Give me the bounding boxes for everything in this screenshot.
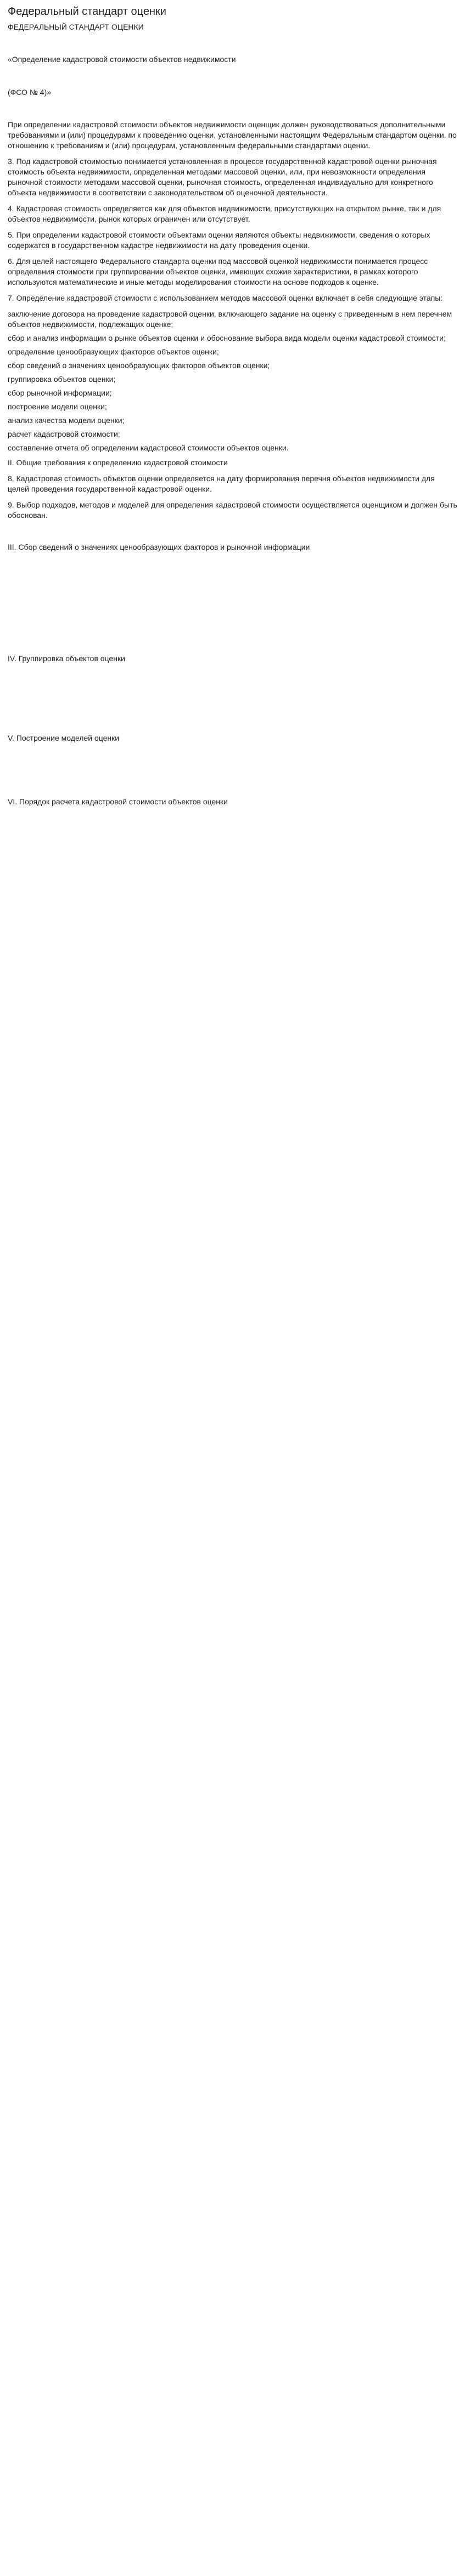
list-item: расчет кадастровой стоимости; — [8, 430, 120, 438]
list-item: группировка объектов оценки; — [8, 375, 116, 384]
paragraph: 6. Для целей настоящего Федерального стандарта оценки под массовой оценкой недвижимости понимается процесс определения стоимости при группировании объектов оценки, имеющих схожие характеристики, в рамках которого используются математические и иные методы моделирования стоимости на основе подходов к оценке. — [8, 257, 428, 286]
document-body — [8, 120, 457, 918]
paragraph — [8, 669, 457, 680]
paragraph — [8, 606, 457, 616]
list-item: анализ качества модели оценки; — [8, 416, 125, 425]
list-item: определение ценообразующих факторов объектов оценки; — [8, 347, 219, 356]
document-subtitle: ФЕДЕРАЛЬНЫЙ СТАНДАРТ ОЦЕНКИ — [8, 22, 144, 31]
paragraph — [8, 701, 457, 712]
paragraph — [8, 526, 457, 537]
paragraph — [8, 844, 457, 855]
section-heading: III. Сбор сведений о значениях ценообразующих факторов и рыночной информации — [8, 543, 310, 551]
paragraph — [8, 717, 457, 728]
paragraph: 8. Кадастровая стоимость объектов оценки определяется на дату формирования перечня объектов недвижимости для целей проведения государственной кадастровой оценки. — [8, 474, 435, 493]
list-item: сбор и анализ информации о рынке объектов оценки и обоснование выбора вида модели оценки кадастровой стоимости; — [8, 334, 446, 342]
list-item: сбор рыночной информации; — [8, 388, 112, 397]
list-item: сбор сведений о значениях ценообразующих факторов объектов оценки; — [8, 361, 270, 370]
paragraph — [8, 781, 457, 791]
paragraph — [8, 892, 457, 903]
paragraph — [8, 828, 457, 839]
paragraph — [8, 590, 457, 600]
paragraph: 7. Определение кадастровой стоимости с использованием методов массовой оценки включает в себя следующие этапы: — [8, 294, 443, 302]
paragraph — [8, 908, 457, 918]
paragraph — [8, 749, 457, 759]
standard-name: «Определение кадастровой стоимости объектов недвижимости — [8, 55, 236, 64]
list-item: заключение договора на проведение кадастровой оценки, включающего задание на оценку с приведенным в нем перечнем объектов недвижимости, подлежащих оценке; — [8, 309, 452, 329]
paragraph — [8, 558, 457, 568]
paragraph — [8, 622, 457, 632]
paragraph: 5. При определении кадастровой стоимости объектами оценки являются объекты недвижимости, сведения о которых содержатся в государственном кадастре недвижимости на дату проведения оценки. — [8, 230, 430, 250]
paragraph — [8, 876, 457, 887]
paragraph — [8, 685, 457, 696]
section-heading: V. Построение моделей оценки — [8, 734, 120, 742]
section-heading: IV. Группировка объектов оценки — [8, 654, 125, 663]
paragraph: 9. Выбор подходов, методов и моделей для определения кадастровой стоимости осуществляется оценщиком и должен быть обоснован. — [8, 500, 457, 520]
paragraph — [8, 813, 457, 823]
section-heading: VI. Порядок расчета кадастровой стоимости объектов оценки — [8, 797, 228, 806]
paragraph — [8, 765, 457, 775]
paragraph: 4. Кадастровая стоимость определяется как для объектов недвижимости, присутствующих на открытом рынке, так и для объектов недвижимости, рынок которых ограничен или отсутствует. — [8, 204, 441, 223]
section-heading: II. Общие требования к определению кадастровой стоимости — [8, 458, 228, 467]
paragraph: 3. Под кадастровой стоимостью понимается установленная в процессе государственной кадастровой оценки рыночная стоимость объекта недвижимости, определенная методами массовой оценки, или, при невозможности определения рыночной стоимости методами массовой оценки, рыночная стоимость, определенная индивидуально для конкретного объекта недвижимости в соответствии с законодательством об оценочной деятельности. — [8, 157, 437, 197]
document-title: Федеральный стандарт оценки — [8, 5, 166, 18]
paragraph — [8, 574, 457, 584]
paragraph: При определении кадастровой стоимости объектов недвижимости оценщик должен руководствоваться дополнительными требованиями и (или) процедурами к проведению оценки, установленными настоящим Федеральным стандартом оценки, по отношению к требованиям и (или) процедурам, установленным федеральными стандартами оценки. — [8, 120, 457, 150]
standard-number: (ФСО № 4)» — [8, 88, 52, 97]
list-item: построение модели оценки; — [8, 402, 107, 411]
paragraph — [8, 860, 457, 871]
list-item: составление отчета об определении кадастровой стоимости объектов оценки. — [8, 443, 289, 452]
paragraph — [8, 638, 457, 648]
